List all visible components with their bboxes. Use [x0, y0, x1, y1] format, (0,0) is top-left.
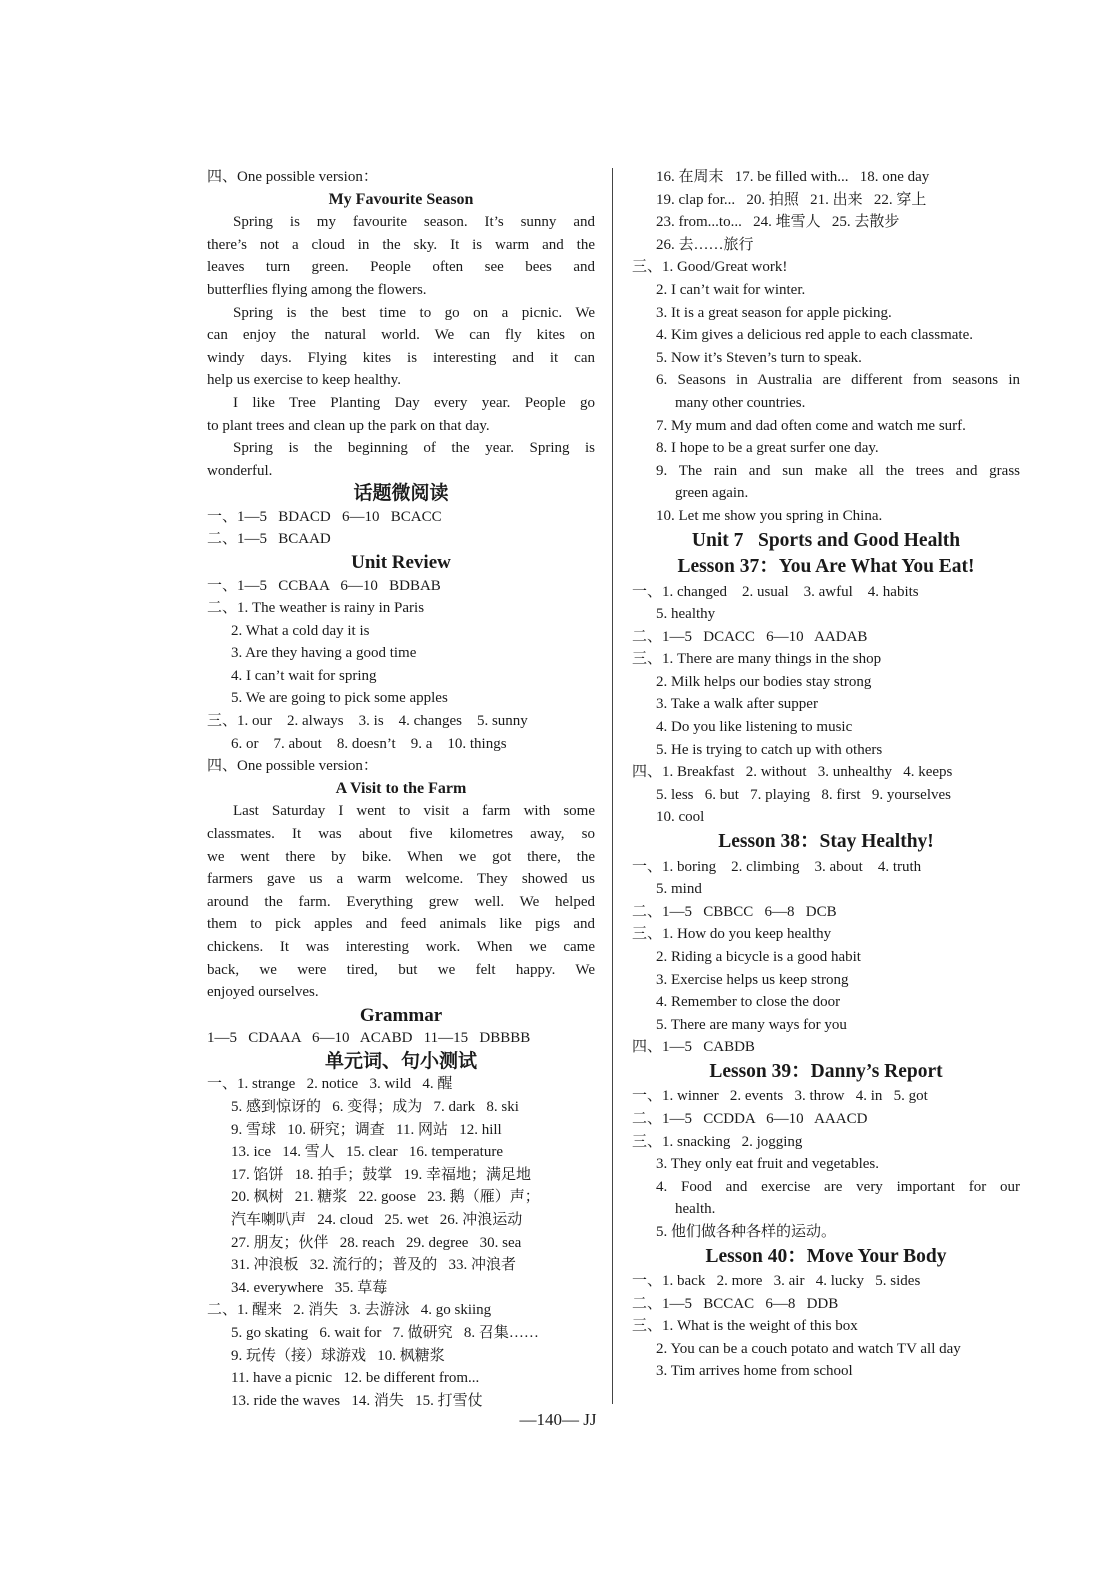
section-heading: Lesson 37：You Are What You Eat!: [677, 556, 975, 577]
answer-line: wonderful.: [207, 462, 273, 479]
section-heading: Lesson 39：Danny’s Report: [709, 1060, 943, 1082]
answer-line: 2. I can’t wait for winter.: [656, 281, 806, 298]
answer-line: 一、1—5 CCBAA 6—10 BDBAB: [207, 577, 441, 594]
answer-line: 4. Do you like listening to music: [656, 719, 853, 736]
answer-line: butterflies flying among the flowers.: [207, 281, 427, 298]
answer-line: back, we were tired, but we felt happy. We: [207, 961, 595, 978]
answer-line: 一、1. changed 2. usual 3. awful 4. habits: [632, 583, 919, 600]
answer-line: 2. You can be a couch potato and watch TV all day: [656, 1340, 961, 1357]
answer-line: 4. Remember to close the door: [656, 994, 841, 1011]
answer-line: 26. 去……旅行: [656, 236, 754, 253]
answer-line: 3. Exercise helps us keep strong: [656, 971, 849, 988]
answer-line: 2. What a cold day it is: [231, 622, 370, 639]
answer-line: we went there by bike. When we got there, the: [207, 848, 595, 865]
answer-line: 二、1—5 BCAAD: [207, 531, 331, 548]
answer-line: 5. mind: [656, 881, 702, 898]
answer-line: 3. Take a walk after supper: [656, 696, 818, 713]
answer-line: 5. 感到惊讶的 6. 变得；成为 7. dark 8. ski: [231, 1098, 519, 1115]
answer-line: 一、1. back 2. more 3. air 4. lucky 5. sides: [632, 1273, 921, 1290]
answer-line: 二、1. 醒来 2. 消失 3. 去游泳 4. go skiing: [207, 1302, 492, 1319]
section-heading: Lesson 38：Stay Healthy!: [718, 831, 934, 853]
answer-line: 二、1—5 BCCAC 6—8 DDB: [632, 1295, 839, 1312]
answer-line: 31. 冲浪板 32. 流行的；普及的 33. 冲浪者: [231, 1257, 517, 1274]
answer-line: leaves turn green. People often see bees and: [207, 259, 595, 276]
answer-line: farmers gave us a warm welcome. They showed us: [207, 871, 595, 888]
answer-line: 19. clap for... 20. 拍照 21. 出来 22. 穿上: [656, 191, 927, 208]
answer-line: 2. Riding a bicycle is a good habit: [656, 948, 861, 965]
answer-line: 四、One possible version：: [207, 169, 378, 185]
answer-line: I like Tree Planting Day every year. People go: [233, 394, 595, 411]
answer-line: Spring is the beginning of the year. Spring is: [233, 440, 595, 457]
answer-line: 三、1. Good/Great work!: [632, 259, 788, 276]
answer-line: 5. There are many ways for you: [656, 1016, 847, 1033]
answer-line: 5. healthy: [656, 606, 716, 623]
answer-line: can enjoy the natural world. We can fly kites on: [207, 327, 595, 344]
section-heading: 话题微阅读: [353, 483, 449, 505]
right-column: [632, 166, 1020, 1383]
answer-line: classmates. It was about five kilometres away, so: [207, 826, 595, 843]
answer-line: 5. 他们做各种各样的运动。: [656, 1223, 837, 1240]
answer-line: 2. Milk helps our bodies stay strong: [656, 673, 872, 690]
answer-line: 二、1. The weather is rainy in Paris: [207, 600, 425, 617]
section-heading: Unit 7 Sports and Good Health: [691, 529, 961, 551]
answer-line: 3. Tim arrives home from school: [656, 1363, 853, 1380]
answer-line: 三、1. our 2. always 3. is 4. changes 5. sunny: [207, 713, 528, 730]
answer-line: 5. Now it’s Steven’s turn to speak.: [656, 349, 862, 366]
answer-line: 17. 馅饼 18. 拍手；鼓掌 19. 幸福地；满足地: [231, 1166, 532, 1183]
answer-line: 10. Let me show you spring in China.: [656, 507, 883, 524]
answer-line: 四、1. Breakfast 2. without 3. unhealthy 4. keeps: [632, 764, 953, 781]
answer-line: many other countries.: [675, 394, 806, 411]
section-heading: A Visit to the Farm: [335, 779, 467, 797]
answer-line: enjoyed ourselves.: [207, 984, 319, 1001]
answer-line: 4. I can’t wait for spring: [231, 667, 377, 684]
answer-line: 四、1—5 CABDB: [632, 1039, 755, 1056]
answer-line: 6. or 7. about 8. doesn’t 9. a 10. things: [231, 735, 507, 752]
answer-line: 4. Kim gives a delicious red apple to each classmate.: [656, 327, 973, 344]
answer-line: 16. 在周末 17. be filled with... 18. one day: [656, 169, 930, 185]
section-heading: Unit Review: [351, 552, 451, 573]
section-heading: Lesson 40：Move Your Body: [705, 1245, 947, 1267]
answer-line: 一、1—5 BDACD 6—10 BCACC: [207, 508, 442, 525]
answer-line: 汽车喇叭声 24. cloud 25. wet 26. 冲浪运动: [231, 1211, 523, 1228]
answer-line: 20. 枫树 21. 糖浆 22. goose 23. 鹅（雁）声；: [231, 1189, 540, 1206]
answer-line: 5. go skating 6. wait for 7. 做研究 8. 召集……: [231, 1324, 539, 1341]
answer-line: 一、1. winner 2. events 3. throw 4. in 5. got: [632, 1088, 928, 1105]
answer-line: windy days. Flying kites is interesting and it can: [207, 349, 595, 366]
section-heading: 单元词、句小测试: [324, 1050, 477, 1072]
answer-line: 三、1. How do you keep healthy: [632, 926, 832, 943]
answer-line: 23. from...to... 24. 堆雪人 25. 去散步: [656, 214, 900, 231]
answer-line: 四、One possible version：: [207, 758, 378, 775]
answer-line: 3. Are they having a good time: [231, 645, 417, 662]
answer-line: 10. cool: [656, 809, 705, 826]
section-heading: Grammar: [359, 1004, 443, 1026]
answer-line: 一、1. strange 2. notice 3. wild 4. 醒: [207, 1076, 453, 1093]
answer-line: 8. I hope to be a great surfer one day.: [656, 440, 879, 457]
answer-line: 9. 玩传（接）球游戏 10. 枫糖浆: [231, 1347, 445, 1364]
answer-line: 二、1—5 CCDDA 6—10 AAACD: [632, 1110, 868, 1127]
answer-line: 5. We are going to pick some apples: [231, 690, 448, 707]
answer-line: 1—5 CDAAA 6—10 ACABD 11—15 DBBBB: [207, 1030, 531, 1047]
answer-line: 7. My mum and dad often come and watch me surf.: [656, 417, 966, 434]
answer-line: 34. everywhere 35. 草莓: [231, 1279, 388, 1296]
answer-line: 二、1—5 DCACC 6—10 AADAB: [632, 628, 868, 645]
page-footer: —140— JJ: [519, 1410, 597, 1429]
answer-line: 9. The rain and sun make all the trees and grass: [656, 462, 1020, 479]
section-heading: My Favourite Season: [328, 190, 474, 208]
answer-line: 27. 朋友；伙伴 28. reach 29. degree 30. sea: [231, 1234, 522, 1251]
answer-line: 13. ride the waves 14. 消失 15. 打雪仗: [231, 1392, 483, 1409]
left-column: [207, 166, 595, 1412]
answer-line: 二、1—5 CBBCC 6—8 DCB: [632, 903, 837, 920]
answer-line: 三、1. What is the weight of this box: [632, 1318, 858, 1335]
answer-line: 6. Seasons in Australia are different from seasons in: [656, 372, 1020, 389]
answer-line: around the farm. Everything grew well. We helped: [207, 893, 595, 910]
answer-line: Last Saturday I went to visit a farm with some: [233, 803, 595, 820]
answer-line: 三、1. There are many things in the shop: [632, 651, 882, 668]
answer-line: help us exercise to keep healthy.: [207, 372, 401, 389]
answer-line: 11. have a picnic 12. be different from...: [231, 1370, 480, 1387]
answer-line: health.: [675, 1201, 716, 1218]
answer-line: 一、1. boring 2. climbing 3. about 4. truth: [632, 858, 922, 875]
answer-line: 3. They only eat fruit and vegetables.: [656, 1156, 879, 1173]
answer-line: green again.: [675, 485, 749, 502]
column-divider: [612, 168, 613, 1404]
answer-line: 三、1. snacking 2. jogging: [632, 1133, 803, 1150]
answer-line: them to pick apples and feed animals like pigs and: [207, 916, 595, 933]
answer-line: 5. less 6. but 7. playing 8. first 9. yourselves: [656, 786, 951, 803]
answer-line: there’s not a cloud in the sky. It is warm and the: [207, 236, 595, 253]
answer-line: to plant trees and clean up the park on that day.: [207, 417, 490, 434]
answer-line: 9. 雪球 10. 研究；调查 11. 网站 12. hill: [231, 1121, 502, 1138]
answer-line: Spring is the best time to go on a picnic. We: [233, 304, 595, 321]
answer-line: chickens. It was interesting work. When we came: [207, 939, 595, 955]
answer-line: 4. Food and exercise are very important for our: [656, 1178, 1020, 1195]
answer-line: 5. He is trying to catch up with others: [656, 741, 883, 758]
answer-line: Spring is my favourite season. It’s sunny and: [233, 214, 595, 231]
answer-line: 3. It is a great season for apple picking.: [656, 304, 892, 321]
answer-line: 13. ice 14. 雪人 15. clear 16. temperature: [231, 1144, 503, 1161]
